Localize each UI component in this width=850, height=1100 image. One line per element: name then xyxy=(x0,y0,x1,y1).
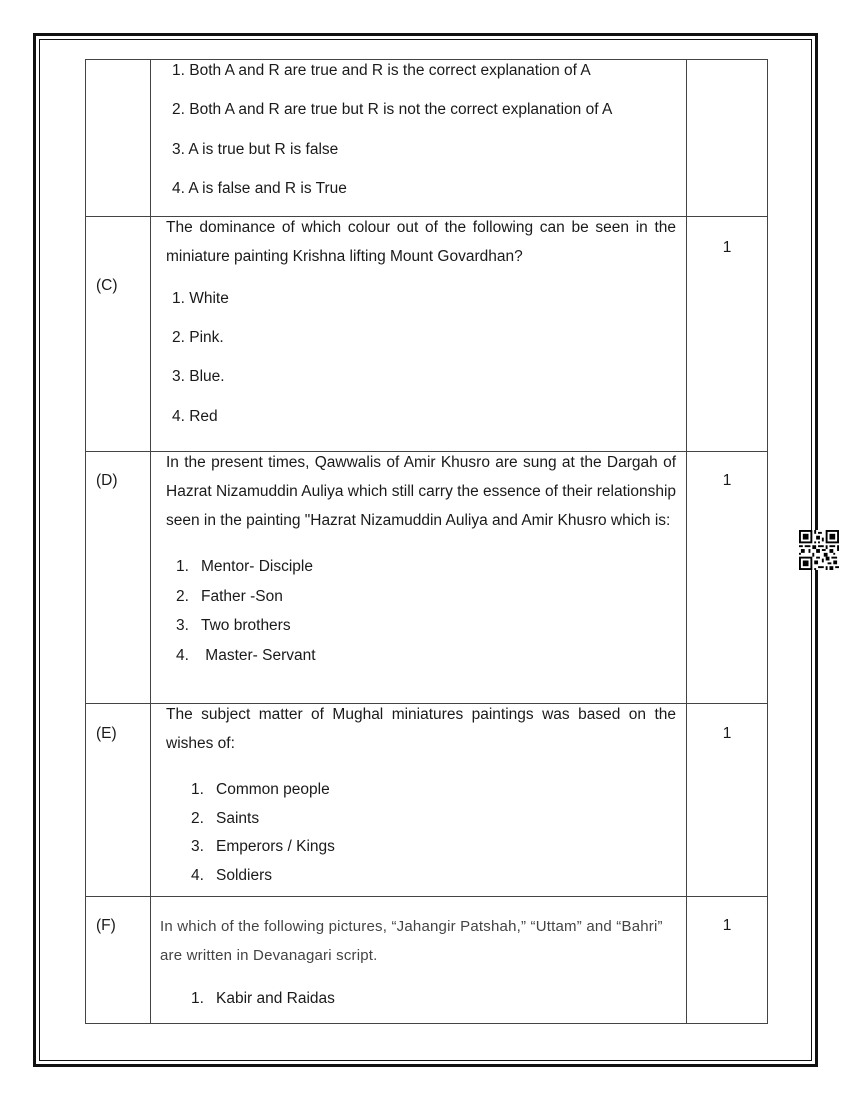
option-item: 4. Red xyxy=(172,408,218,425)
table-row xyxy=(86,217,768,452)
question-label: (F) xyxy=(86,897,151,1024)
option-item: 2. Saints xyxy=(191,809,260,827)
option-item: 1. Kabir and Raidas xyxy=(191,990,335,1007)
table-row xyxy=(86,60,768,217)
question-text: The dominance of which colour out of the following can be seen in the miniature painting Krishna lifting Mount Govardhan? xyxy=(166,219,676,265)
option-item: 2. Pink. xyxy=(172,329,224,346)
option-list xyxy=(151,552,686,671)
question-label: (C) xyxy=(86,217,151,452)
table-row xyxy=(86,704,768,897)
option-item: 3. Emperors / Kings xyxy=(191,838,335,856)
option-item: 4. Master- Servant xyxy=(176,647,316,665)
question-label xyxy=(86,60,151,217)
table-row xyxy=(86,897,768,1024)
marks-cell: 1 xyxy=(687,452,768,704)
question-cell xyxy=(151,897,687,1024)
question-cell xyxy=(151,452,687,704)
question-label: (E) xyxy=(86,704,151,897)
option-item: 3. Two brothers xyxy=(176,617,291,635)
question-label: (D) xyxy=(86,452,151,704)
table-row xyxy=(86,452,768,704)
option-item: 3. Blue. xyxy=(172,368,225,385)
option-item: 1. Both A and R are true and R is the correct explanation of A xyxy=(172,62,591,79)
marks-cell xyxy=(687,60,768,217)
question-text: The subject matter of Mughal miniatures paintings was based on the wishes of: xyxy=(166,706,676,752)
marks-cell: 1 xyxy=(687,897,768,1024)
question-table xyxy=(85,59,768,1024)
question-cell xyxy=(151,217,687,452)
option-list xyxy=(151,988,686,1010)
question-cell xyxy=(151,704,687,897)
option-item: 2. Father -Son xyxy=(176,587,283,605)
option-list xyxy=(151,776,686,891)
qr-code-icon xyxy=(799,530,839,570)
marks-cell: 1 xyxy=(687,704,768,897)
option-item: 4. Soldiers xyxy=(191,867,272,885)
option-item: 2. Both A and R are true but R is not the correct explanation of A xyxy=(172,101,613,118)
question-text: In the present times, Qawwalis of Amir Khusro are sung at the Dargah of Hazrat Nizamuddin Auliya which still carry the essence of their relationship seen in the painting "Hazrat Nizamuddin Auliya and Amir Khusro which is: xyxy=(166,454,677,529)
marks-cell: 1 xyxy=(687,217,768,452)
option-item: 3. A is true but R is false xyxy=(172,141,339,158)
option-item: 1. White xyxy=(172,290,229,307)
question-text: In which of the following pictures, “Jahangir Patshah,” “Uttam” and “Bahri” are written in Devanagari script. xyxy=(160,918,663,964)
option-item: 1. Mentor- Disciple xyxy=(176,558,313,575)
option-item: 4. A is false and R is True xyxy=(172,180,347,197)
question-cell xyxy=(151,60,687,217)
option-item: 1. Common people xyxy=(191,781,330,798)
